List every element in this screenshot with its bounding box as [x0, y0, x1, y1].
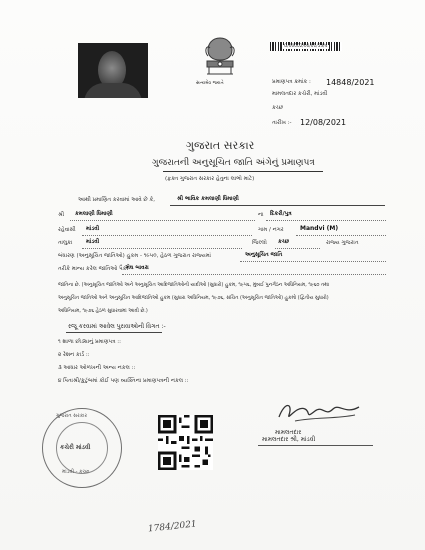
intro-text: આથી પ્રમાણિત કરવામાં આવે છે કે, — [78, 197, 156, 203]
certificate-title: ગુજરાતની અનુસૂચિત જાતિ અંગેનું પ્રમાણપત્ર — [152, 158, 315, 168]
document-item: ૩ આધાર ઓળખની અન્ય નકલ :: — [58, 365, 136, 371]
village-value: Mandvi (M) — [300, 225, 339, 232]
document-item: ૧ શાળા છોડ્યાનું પ્રમાણપત્ર :: — [58, 339, 121, 345]
para2-text: તરીકે માન્ય કરેલ જાતિઓ પૈકી — [58, 266, 129, 272]
resident-label: રહેવાસી — [58, 227, 76, 233]
national-emblem-icon — [198, 34, 242, 96]
barcode-text: G/00002/00/01/53/4 — [284, 44, 328, 49]
certificate-number: 14848/2021 — [326, 78, 375, 87]
emblem-caption: સત્યમેવ જયતે — [196, 81, 224, 86]
document-item: ૪ પિતાશ્રી/કુટુંબમાં કોઈ પણ વ્યક્તિના પ્રમાણપત્રની નકલ :: — [58, 378, 189, 384]
taluka-value: માંડવી — [86, 239, 100, 245]
applicant-full-name: શ્રી ભાવિક કમલાણી ધિમાણી — [177, 196, 239, 202]
caste-name: મેઘ બાવરા — [126, 265, 149, 271]
caste-category: અનુસૂચિત જાતિ — [245, 252, 283, 258]
para5-text: અધિનિયમ, ૧૯૭૬ હેઠળ સુધારવામાં આવી છે.) — [58, 308, 148, 314]
relation-label: ના — [258, 212, 264, 218]
issue-date: 12/08/2021 — [300, 118, 347, 127]
seal-top-text: ગુજરાત સરકાર — [56, 413, 88, 419]
para1-text: બંધારણ (અનુસૂચિત જાતિઓ) હુકમ - ૧૯૫૦, હેઠળ ગુજરાત રાજ્યમાં — [58, 253, 211, 259]
district-value: કચ્છ — [278, 239, 290, 245]
state-label: રાજ્ય ગુજરાત — [326, 240, 359, 246]
document-item: ૨ રેશન કાર્ડ :: — [58, 352, 90, 358]
resident-value: માંડવી — [86, 226, 100, 232]
officer-signature — [275, 397, 363, 427]
relation-value: દિકરી/પુત્ર — [270, 211, 292, 217]
documents-heading: રજૂ કરવામાં આવેલ પુરાવાઓની વિગત :- — [68, 323, 166, 330]
certificate-number-label: પ્રમાણપત્ર ક્રમાંક : — [272, 79, 311, 85]
handwritten-number: 1784/2021 — [147, 519, 198, 535]
signatory-office: મામલતદાર શ્રી, માંડવી — [262, 436, 316, 443]
para3-text: જાતિના છે. (અનુસૂચિત જાતિઓ અને અનુસૂચિત આદિજાતિઓની યાદીઓ (સુધારો) હુકમ, ૧૯૫૬, મુંબઈ પુનર્ગઠન અધિનિયમ, ૧૯૬૦ તથા — [58, 282, 330, 288]
date-label: તારીખ :- — [272, 120, 292, 126]
shri-label: શ્રી — [58, 212, 65, 218]
district-label: જિલ્લો — [252, 240, 267, 246]
para4-text: અનુસૂચિત જાતિઓ અને અનુસૂચિત આદિજાતિઓ હુકમ (સુધારા અધિનિયમ, ૧૯૭૬, સંચિત (અનુસૂચિત જાતિઓ) હુકમો (દ્વિતીય સુધારો) — [58, 295, 329, 301]
taluka-label: તાલુકા — [58, 240, 73, 246]
issuing-office: મામલતદાર કચેરી, માંડવી — [272, 91, 328, 97]
applicant-name: કમલાણી ધિમાણી — [75, 211, 113, 217]
village-label: ગામ / નગર — [258, 227, 284, 233]
government-title: ગુજરાત સરકાર — [186, 139, 255, 152]
seal-bottom-text: માંડવી - કચ્છ — [62, 469, 90, 475]
department: કચ્છ — [272, 105, 284, 111]
seal-middle-text: કચેરી માંડવી — [60, 444, 91, 451]
certificate-subtitle: (ફક્ત ગુજરાત સરકાર હેતુના લાભો માટે) — [165, 176, 255, 182]
applicant-photo — [78, 43, 148, 98]
qr-code — [158, 415, 213, 470]
signatory-title: મામલતદાર — [275, 429, 302, 436]
